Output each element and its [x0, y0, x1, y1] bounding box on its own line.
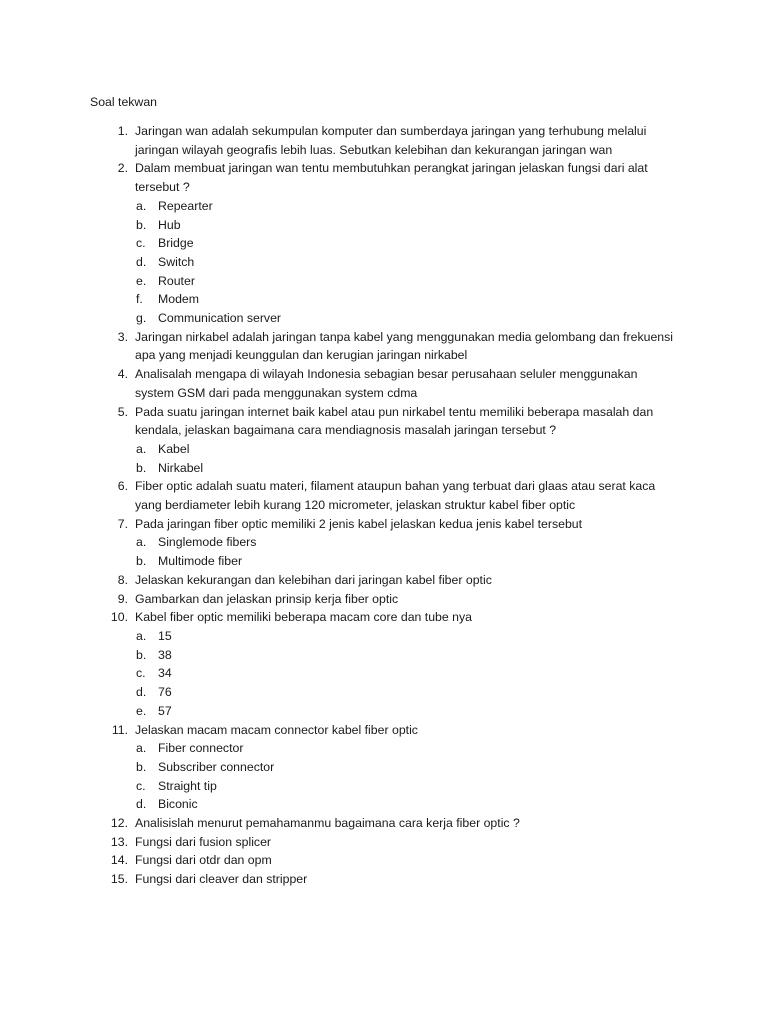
- option-item: [0, 197, 768, 216]
- option-item: [0, 459, 768, 478]
- option-list: [0, 440, 768, 477]
- question-item: [0, 571, 768, 590]
- question-item: [0, 477, 768, 514]
- question-item: [0, 870, 768, 889]
- question-row: [0, 122, 675, 159]
- option-letter: a.: [136, 198, 147, 213]
- option-text: Biconic: [158, 797, 198, 812]
- question-text: Fungsi dari cleaver dan stripper: [135, 872, 308, 887]
- option-text: 38: [158, 647, 172, 662]
- question-item: [0, 122, 768, 159]
- question-number: 11.: [111, 722, 128, 737]
- option-text: Singlemode fibers: [158, 535, 257, 550]
- question-text: Jelaskan macam macam connector kabel fiber optic: [135, 722, 418, 737]
- question-item: [0, 403, 768, 478]
- option-letter: c.: [136, 666, 146, 681]
- question-text: Kabel fiber optic memiliki beberapa macam core dan tube nya: [135, 610, 472, 625]
- option-text: Straight tip: [158, 778, 217, 793]
- question-text: Jaringan wan adalah sekumpulan komputer dan sumberdaya jaringan yang terhubung melalui jaringan wilayah geografis lebih luas. Sebutkan kelebihan dan kekurangan jaringan wan: [135, 124, 647, 157]
- option-letter: a.: [136, 535, 147, 550]
- question-number: 14.: [110, 853, 128, 868]
- option-text: Multimode fiber: [158, 554, 243, 569]
- option-item: [0, 552, 768, 571]
- question-text: Gambarkan dan jelaskan prinsip kerja fiber optic: [135, 591, 399, 606]
- question-text: Pada suatu jaringan internet baik kabel atau pun nirkabel tentu memiliki beberapa masalah dan kendala, jelaskan bagaimana cara mendiagnosis masalah jaringan tersebut ?: [135, 404, 654, 438]
- question-number: 15.: [110, 872, 128, 887]
- question-number: 10.: [110, 610, 128, 625]
- question-row: [0, 721, 675, 740]
- question-text: Analisalah mengapa di wilayah Indonesia sebagian besar perusahaan seluler menggunakan system GSM dari pada menggunakan system cdma: [135, 367, 638, 400]
- option-item: [0, 272, 768, 291]
- question-item: [0, 851, 768, 870]
- question-number: 6.: [117, 479, 128, 494]
- option-letter: d.: [136, 254, 147, 269]
- question-text: Dalam membuat jaringan wan tentu membutuhkan perangkat jaringan jelaskan fungsi dari alat tersebut ?: [135, 161, 648, 195]
- option-letter: d.: [136, 685, 147, 700]
- option-text: 76: [158, 685, 172, 700]
- option-text: 15: [158, 628, 172, 643]
- option-item: [0, 702, 768, 721]
- question-item: [0, 590, 768, 609]
- question-row: [0, 833, 675, 852]
- question-number: 8.: [117, 572, 128, 587]
- question-number: 7.: [117, 516, 128, 531]
- question-item: [0, 608, 768, 720]
- option-letter: a.: [136, 741, 147, 756]
- question-item: [0, 814, 768, 833]
- option-text: Fiber connector: [158, 741, 244, 756]
- question-list: [0, 122, 768, 889]
- option-letter: e.: [136, 273, 147, 288]
- option-item: [0, 253, 768, 272]
- option-text: Nirkabel: [158, 460, 204, 475]
- option-letter: d.: [136, 797, 147, 812]
- question-number: 12.: [110, 816, 128, 831]
- question-text: Jelaskan kekurangan dan kelebihan dari jaringan kabel fiber optic: [135, 572, 492, 587]
- question-number: 1.: [117, 124, 128, 138]
- question-number: 9.: [117, 591, 128, 606]
- question-number: 4.: [117, 367, 128, 382]
- question-row: [0, 365, 675, 402]
- document-title: Soal tekwan: [90, 95, 157, 109]
- option-letter: b.: [136, 460, 147, 475]
- option-text: 57: [158, 703, 172, 718]
- question-row: [0, 403, 675, 440]
- option-item: [0, 758, 768, 777]
- option-letter: c.: [136, 236, 146, 251]
- question-row: [0, 477, 675, 514]
- option-letter: c.: [136, 778, 146, 793]
- question-item: [0, 515, 768, 571]
- option-text: Hub: [158, 217, 181, 232]
- option-item: [0, 290, 768, 309]
- option-item: [0, 234, 768, 253]
- option-item: [0, 533, 768, 552]
- question-text: Fungsi dari otdr dan opm: [135, 853, 272, 868]
- option-letter: b.: [136, 759, 147, 774]
- question-row: [0, 608, 675, 627]
- question-item: [0, 159, 768, 327]
- question-item: [0, 365, 768, 402]
- option-item: [0, 739, 768, 758]
- question-row: [0, 814, 675, 833]
- question-text: Pada jaringan fiber optic memiliki 2 jenis kabel jelaskan kedua jenis kabel tersebut: [135, 516, 583, 531]
- option-item: [0, 627, 768, 646]
- question-text: Fiber optic adalah suatu materi, filament ataupun bahan yang terbuat dari glaas atau serat kaca yang berdiameter lebih kurang 120 micrometer, jelaskan struktur kabel fiber optic: [135, 479, 656, 513]
- option-letter: b.: [136, 554, 147, 569]
- option-letter: b.: [136, 217, 147, 232]
- question-row: [0, 590, 675, 609]
- option-text: Communication server: [158, 311, 282, 326]
- question-text: Analisislah menurut pemahamanmu bagaimana cara kerja fiber optic ?: [135, 816, 520, 831]
- option-letter: a.: [136, 628, 147, 643]
- option-list: [0, 533, 768, 570]
- question-item: [0, 833, 768, 852]
- option-list: [0, 739, 768, 814]
- question-row: [0, 571, 675, 590]
- option-text: Modem: [158, 292, 200, 307]
- option-text: Repearter: [158, 198, 213, 213]
- option-list: [0, 197, 768, 328]
- option-item: [0, 216, 768, 235]
- option-list: [0, 627, 768, 721]
- question-number: 5.: [117, 404, 128, 419]
- option-letter: e.: [136, 703, 147, 718]
- option-text: Subscriber connector: [158, 759, 275, 774]
- question-item: [0, 328, 768, 365]
- option-item: [0, 309, 768, 328]
- option-item: [0, 777, 768, 796]
- question-item: [0, 721, 768, 815]
- question-row: [0, 870, 675, 889]
- question-text: Fungsi dari fusion splicer: [135, 834, 272, 849]
- question-row: [0, 159, 675, 196]
- option-text: Switch: [158, 254, 195, 269]
- option-item: [0, 683, 768, 702]
- question-number: 13.: [110, 834, 128, 849]
- option-item: [0, 664, 768, 683]
- option-letter: a.: [136, 441, 147, 456]
- option-item: [0, 440, 768, 459]
- option-item: [0, 795, 768, 814]
- option-letter: g.: [136, 311, 147, 326]
- option-text: Bridge: [158, 236, 194, 251]
- option-letter: f.: [136, 292, 143, 307]
- option-letter: b.: [136, 647, 147, 662]
- option-text: Router: [158, 273, 195, 288]
- option-text: 34: [158, 666, 172, 681]
- option-text: Kabel: [158, 441, 190, 456]
- question-number: 3.: [117, 329, 128, 344]
- question-row: [0, 515, 675, 534]
- question-row: [0, 328, 675, 365]
- option-item: [0, 646, 768, 665]
- question-row: [0, 851, 675, 870]
- question-text: Jaringan nirkabel adalah jaringan tanpa kabel yang menggunakan media gelombang dan frekuensi apa yang menjadi keunggulan dan kerugian jaringan nirkabel: [135, 329, 674, 363]
- question-number: 2.: [117, 161, 128, 176]
